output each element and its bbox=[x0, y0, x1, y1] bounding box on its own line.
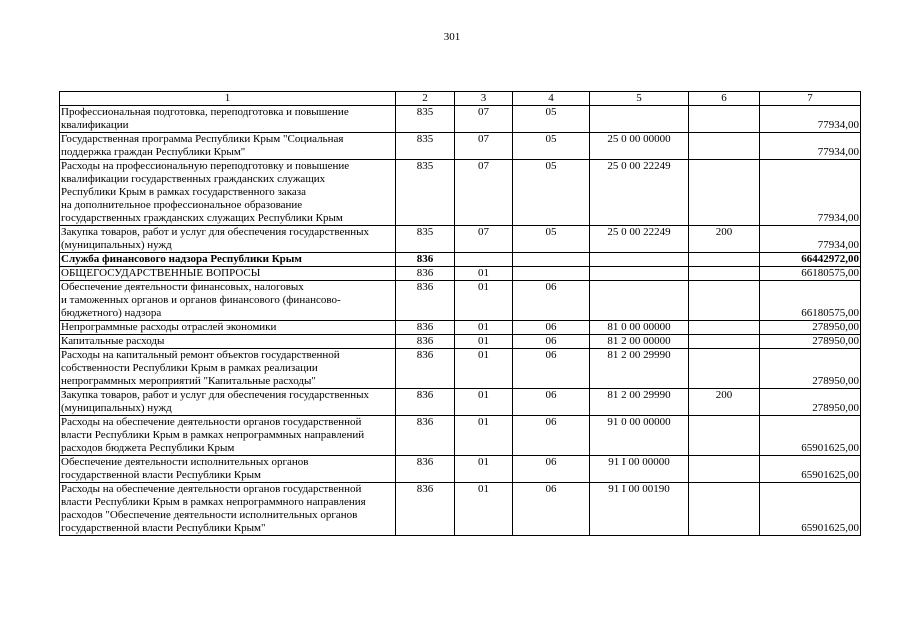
row-name-cell bbox=[60, 335, 396, 349]
department-code-cell: 836 bbox=[396, 267, 455, 281]
subsection-code-cell: 06 bbox=[513, 416, 590, 456]
table-row bbox=[60, 160, 861, 226]
header-cell: 3 bbox=[455, 92, 513, 106]
row-name-cell bbox=[60, 226, 396, 253]
department-code-cell: 835 bbox=[396, 106, 455, 133]
row-name-line: и таможенных органов и органов финансового (финансово- bbox=[61, 294, 341, 306]
amount-cell: 65901625,00 bbox=[760, 416, 861, 456]
section-code-cell: 01 bbox=[455, 281, 513, 321]
row-name-cell bbox=[60, 456, 396, 483]
table-row bbox=[60, 281, 861, 321]
budget-table bbox=[59, 91, 861, 536]
target-article-cell: 81 2 00 29990 bbox=[590, 349, 689, 389]
header-cell: 7 bbox=[760, 92, 861, 106]
row-name-line: квалификации государственных гражданских служащих bbox=[61, 173, 326, 185]
header-cell: 4 bbox=[513, 92, 590, 106]
table-row bbox=[60, 133, 861, 160]
section-code-cell: 01 bbox=[455, 389, 513, 416]
target-article-cell: 25 0 00 00000 bbox=[590, 133, 689, 160]
expense-type-cell bbox=[689, 133, 760, 160]
expense-type-cell bbox=[689, 160, 760, 226]
row-name-cell bbox=[60, 106, 396, 133]
row-name-line: государственной власти Республики Крым bbox=[61, 469, 262, 481]
section-code-cell: 01 bbox=[455, 267, 513, 281]
row-name-cell bbox=[60, 281, 396, 321]
section-code-cell: 01 bbox=[455, 335, 513, 349]
table-row bbox=[60, 267, 861, 281]
target-article-cell bbox=[590, 106, 689, 133]
subsection-code-cell: 06 bbox=[513, 321, 590, 335]
expense-type-cell bbox=[689, 321, 760, 335]
amount-cell: 66180575,00 bbox=[760, 281, 861, 321]
row-name-line: Расходы на обеспечение деятельности органов государственной bbox=[61, 416, 362, 428]
section-code-cell: 01 bbox=[455, 416, 513, 456]
row-name-line: власти Республики Крым в рамках непрограммных направлений bbox=[61, 429, 365, 441]
row-name-line: поддержка граждан Республики Крым" bbox=[61, 146, 246, 158]
header-cell: 2 bbox=[396, 92, 455, 106]
table-row bbox=[60, 389, 861, 416]
amount-cell: 278950,00 bbox=[760, 349, 861, 389]
amount-cell: 278950,00 bbox=[760, 321, 861, 335]
row-name-line: Расходы на профессиональную переподготовку и повышение bbox=[61, 160, 350, 172]
target-article-cell: 91 I 00 00000 bbox=[590, 456, 689, 483]
department-code-cell: 836 bbox=[396, 389, 455, 416]
header-cell: 1 bbox=[60, 92, 396, 106]
page-number: 301 bbox=[443, 31, 461, 43]
target-article-cell: 81 2 00 00000 bbox=[590, 335, 689, 349]
row-name-cell bbox=[60, 389, 396, 416]
amount-cell: 77934,00 bbox=[760, 106, 861, 133]
row-name-line: государственной власти Республики Крым" bbox=[61, 522, 266, 534]
subsection-code-cell bbox=[513, 253, 590, 267]
subsection-code-cell bbox=[513, 267, 590, 281]
amount-cell: 65901625,00 bbox=[760, 483, 861, 536]
row-name-cell bbox=[60, 349, 396, 389]
row-name-line: государственных гражданских служащих Республики Крым bbox=[61, 212, 343, 224]
target-article-cell: 25 0 00 22249 bbox=[590, 160, 689, 226]
row-name-cell bbox=[60, 253, 396, 267]
table-row bbox=[60, 106, 861, 133]
department-code-cell: 836 bbox=[396, 416, 455, 456]
subsection-code-cell: 06 bbox=[513, 281, 590, 321]
expense-type-cell: 200 bbox=[689, 226, 760, 253]
subsection-code-cell: 05 bbox=[513, 160, 590, 226]
amount-cell: 77934,00 bbox=[760, 160, 861, 226]
row-name-cell bbox=[60, 416, 396, 456]
expense-type-cell bbox=[689, 483, 760, 536]
table-row bbox=[60, 253, 861, 267]
row-name-cell bbox=[60, 321, 396, 335]
table-row bbox=[60, 416, 861, 456]
subsection-code-cell: 06 bbox=[513, 335, 590, 349]
header-cell: 6 bbox=[689, 92, 760, 106]
section-code-cell bbox=[455, 253, 513, 267]
row-name-cell bbox=[60, 160, 396, 226]
table-row bbox=[60, 456, 861, 483]
row-name-line: собственности Республики Крым в рамках реализации bbox=[61, 362, 318, 374]
amount-cell: 278950,00 bbox=[760, 335, 861, 349]
target-article-cell bbox=[590, 253, 689, 267]
section-code-cell: 01 bbox=[455, 456, 513, 483]
subsection-code-cell: 05 bbox=[513, 106, 590, 133]
expense-type-cell bbox=[689, 106, 760, 133]
department-code-cell: 836 bbox=[396, 281, 455, 321]
target-article-cell bbox=[590, 281, 689, 321]
row-name-line: Республики Крым в рамках государственного заказа bbox=[61, 186, 306, 198]
expense-type-cell bbox=[689, 267, 760, 281]
section-code-cell: 01 bbox=[455, 321, 513, 335]
target-article-cell: 81 2 00 29990 bbox=[590, 389, 689, 416]
department-code-cell: 836 bbox=[396, 483, 455, 536]
row-name-line: (муниципальных) нужд bbox=[61, 402, 172, 414]
row-name-line: Государственная программа Республики Крым "Социальная bbox=[61, 133, 344, 145]
row-name-line: расходов бюджета Республики Крым bbox=[61, 442, 235, 454]
header-row bbox=[60, 92, 861, 106]
row-name-cell bbox=[60, 483, 396, 536]
section-code-cell: 07 bbox=[455, 160, 513, 226]
subsection-code-cell: 06 bbox=[513, 483, 590, 536]
department-code-cell: 836 bbox=[396, 335, 455, 349]
section-code-cell: 07 bbox=[455, 133, 513, 160]
expense-type-cell bbox=[689, 456, 760, 483]
row-name-line: Расходы на капитальный ремонт объектов государственной bbox=[61, 349, 340, 361]
header-cell: 5 bbox=[590, 92, 689, 106]
row-name-line: квалификации bbox=[61, 119, 129, 131]
row-name-line: Обеспечение деятельности исполнительных органов bbox=[61, 456, 309, 468]
expense-type-cell bbox=[689, 416, 760, 456]
row-name-line: расходов "Обеспечение деятельности исполнительных органов bbox=[61, 509, 358, 521]
amount-cell: 77934,00 bbox=[760, 226, 861, 253]
department-code-cell: 836 bbox=[396, 456, 455, 483]
row-name-cell bbox=[60, 133, 396, 160]
amount-cell: 278950,00 bbox=[760, 389, 861, 416]
row-name-line: власти Республики Крым в рамках непрограммного направления bbox=[61, 496, 366, 508]
table-row bbox=[60, 335, 861, 349]
expense-type-cell bbox=[689, 253, 760, 267]
target-article-cell: 91 0 00 00000 bbox=[590, 416, 689, 456]
row-name-line: Расходы на обеспечение деятельности органов государственной bbox=[61, 483, 362, 495]
subsection-code-cell: 06 bbox=[513, 389, 590, 416]
row-name-line: Обеспечение деятельности финансовых, налоговых bbox=[61, 281, 304, 293]
row-name-line: Капитальные расходы bbox=[61, 335, 165, 347]
target-article-cell bbox=[590, 267, 689, 281]
row-name-line: ОБЩЕГОСУДАРСТВЕННЫЕ ВОПРОСЫ bbox=[61, 267, 261, 279]
section-code-cell: 01 bbox=[455, 349, 513, 389]
department-code-cell: 835 bbox=[396, 226, 455, 253]
row-name-cell bbox=[60, 267, 396, 281]
target-article-cell: 81 0 00 00000 bbox=[590, 321, 689, 335]
table-row bbox=[60, 483, 861, 536]
row-name-line: Непрограммные расходы отраслей экономики bbox=[61, 321, 277, 333]
department-code-cell: 836 bbox=[396, 253, 455, 267]
target-article-cell: 91 I 00 00190 bbox=[590, 483, 689, 536]
table-row bbox=[60, 349, 861, 389]
section-code-cell: 01 bbox=[455, 483, 513, 536]
expense-type-cell bbox=[689, 349, 760, 389]
subsection-code-cell: 06 bbox=[513, 456, 590, 483]
subsection-code-cell: 06 bbox=[513, 349, 590, 389]
target-article-cell: 25 0 00 22249 bbox=[590, 226, 689, 253]
row-name-line: Служба финансового надзора Республики Крым bbox=[61, 253, 302, 265]
department-code-cell: 836 bbox=[396, 321, 455, 335]
subsection-code-cell: 05 bbox=[513, 133, 590, 160]
amount-cell: 77934,00 bbox=[760, 133, 861, 160]
amount-cell: 66180575,00 bbox=[760, 267, 861, 281]
department-code-cell: 835 bbox=[396, 133, 455, 160]
row-name-line: на дополнительное профессиональное образование bbox=[61, 199, 303, 211]
expense-type-cell bbox=[689, 281, 760, 321]
row-name-line: Закупка товаров, работ и услуг для обеспечения государственных bbox=[61, 389, 370, 401]
section-code-cell: 07 bbox=[455, 226, 513, 253]
row-name-line: бюджетного) надзора bbox=[61, 307, 162, 319]
expense-type-cell bbox=[689, 335, 760, 349]
department-code-cell: 836 bbox=[396, 349, 455, 389]
expense-type-cell: 200 bbox=[689, 389, 760, 416]
row-name-line: Профессиональная подготовка, переподготовка и повышение bbox=[61, 106, 349, 118]
amount-cell: 65901625,00 bbox=[760, 456, 861, 483]
section-code-cell: 07 bbox=[455, 106, 513, 133]
amount-cell: 66442972,00 bbox=[760, 253, 861, 267]
subsection-code-cell: 05 bbox=[513, 226, 590, 253]
row-name-line: непрограммных мероприятий "Капитальные расходы" bbox=[61, 375, 316, 387]
table-row bbox=[60, 321, 861, 335]
table-row bbox=[60, 226, 861, 253]
row-name-line: Закупка товаров, работ и услуг для обеспечения государственных bbox=[61, 226, 370, 238]
department-code-cell: 835 bbox=[396, 160, 455, 226]
row-name-line: (муниципальных) нужд bbox=[61, 239, 172, 251]
